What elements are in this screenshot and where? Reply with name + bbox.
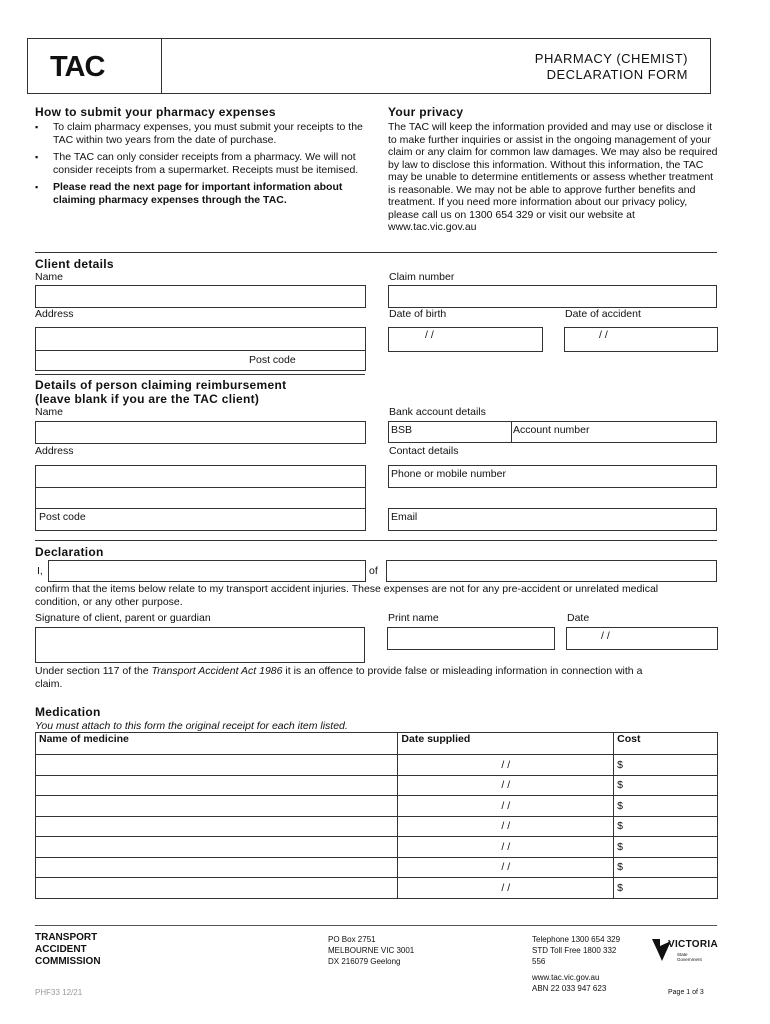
client-name-field[interactable] xyxy=(35,285,366,308)
claimant-heading-line2: (leave blank if you are the TAC client) xyxy=(35,392,260,406)
claim-number-field[interactable] xyxy=(388,285,717,308)
list-item: ▪ The TAC can only consider receipts from a pharmacy. We will not consider receipts from a supermarket. Receipts must be itemised. xyxy=(35,151,365,177)
declaration-address-field[interactable] xyxy=(386,560,717,582)
doa-separators: / / xyxy=(599,329,608,341)
declaration-date-label: Date xyxy=(567,612,590,624)
date-cell[interactable]: / / xyxy=(398,837,614,858)
offence-notice-post: it is an offence to provide false or misleading information in connection with a xyxy=(282,665,643,677)
date-cell[interactable]: / / xyxy=(398,857,614,878)
table-row xyxy=(36,796,718,817)
phone-label: Phone or mobile number xyxy=(391,468,506,480)
medicine-cell[interactable] xyxy=(36,775,398,796)
victoria-logo xyxy=(651,935,716,969)
form-code: PHF33 12/21 xyxy=(35,988,83,997)
offence-notice-act: Transport Accident Act 1986 xyxy=(151,665,283,677)
declaration-name-field[interactable] xyxy=(48,560,366,582)
bank-details-label: Bank account details xyxy=(389,406,486,418)
victoria-sub1: State xyxy=(677,952,688,957)
col-date-header: Date supplied xyxy=(398,733,614,755)
doa-label: Date of accident xyxy=(565,308,641,320)
date-cell[interactable]: / / xyxy=(398,816,614,837)
declaration-of-label: of xyxy=(369,565,378,577)
footer-address-line2: MELBOURNE VIC 3001 xyxy=(328,946,415,955)
victoria-wordmark: VICTORIA xyxy=(668,939,718,950)
medication-note: You must attach to this form the original receipt for each item listed. xyxy=(35,720,348,732)
cost-cell[interactable]: $ xyxy=(614,755,718,776)
claimant-name-label: Name xyxy=(35,406,64,418)
col-cost-header: Cost xyxy=(614,733,718,755)
footer-web: www.tac.vic.gov.au xyxy=(532,973,600,982)
page-number: Page 1 of 3 xyxy=(668,989,704,996)
table-row xyxy=(36,857,718,878)
client-address-line2-field[interactable] xyxy=(35,350,366,371)
claim-number-label: Claim number xyxy=(389,271,455,283)
medicine-cell[interactable] xyxy=(36,837,398,858)
client-address-field[interactable] xyxy=(35,327,366,351)
table-row xyxy=(36,837,718,858)
section-divider xyxy=(35,540,717,541)
victoria-sub2: Government xyxy=(677,957,702,962)
tac-logo: TAC xyxy=(50,51,105,83)
cost-cell[interactable]: $ xyxy=(614,857,718,878)
print-name-field[interactable] xyxy=(387,627,555,650)
offence-notice xyxy=(35,665,642,678)
footer-address-line1: PO Box 2751 xyxy=(328,935,376,944)
cost-cell[interactable]: $ xyxy=(614,878,718,899)
claimant-postcode-label: Post code xyxy=(39,511,86,523)
declaration-confirm-line1: confirm that the items below relate to my transport accident injuries. These expenses are not for any pre-accident or unrelated medical xyxy=(35,583,659,595)
date-cell[interactable]: / / xyxy=(398,755,614,776)
cost-cell[interactable]: $ xyxy=(614,837,718,858)
footer-org-name xyxy=(35,932,101,968)
how-to-list xyxy=(35,121,365,211)
privacy-heading: Your privacy xyxy=(388,105,464,119)
list-item: ▪ To claim pharmacy expenses, you must submit your receipts to the TAC within two years from the date of purchase. xyxy=(35,121,365,147)
declaration-date-separators: / / xyxy=(601,630,610,642)
declaration-i-label: I, xyxy=(37,565,43,577)
declaration-confirm-line2: condition, or any other purpose. xyxy=(35,596,183,608)
date-cell[interactable]: / / xyxy=(398,878,614,899)
claimant-name-field[interactable] xyxy=(35,421,366,444)
cost-cell[interactable]: $ xyxy=(614,816,718,837)
footer-tel-line1: Telephone 1300 654 329 xyxy=(532,935,621,944)
email-field[interactable] xyxy=(388,508,717,531)
dob-label: Date of birth xyxy=(389,308,447,320)
medicine-cell[interactable] xyxy=(36,878,398,899)
footer-org-line1: TRANSPORT xyxy=(35,932,98,943)
offence-notice-pre: Under section 117 of the xyxy=(35,665,152,677)
table-row xyxy=(36,775,718,796)
doa-field[interactable] xyxy=(564,327,718,352)
footer-divider xyxy=(35,925,717,926)
contact-details-label: Contact details xyxy=(389,445,459,457)
medicine-cell[interactable] xyxy=(36,857,398,878)
table-row xyxy=(36,755,718,776)
form-title-line2: DECLARATION FORM xyxy=(546,67,688,82)
how-to-heading: How to submit your pharmacy expenses xyxy=(35,105,276,119)
footer-address xyxy=(328,934,414,967)
dob-separators: / / xyxy=(425,329,434,341)
print-name-label: Print name xyxy=(388,612,439,624)
section-divider xyxy=(35,252,717,253)
footer-org-line3: COMMISSION xyxy=(35,956,101,967)
medicine-cell[interactable] xyxy=(36,755,398,776)
footer-tel-line2: STD Toll Free 1800 332 xyxy=(532,946,617,955)
header-divider xyxy=(161,38,162,94)
list-item: ▪ Please read the next page for important information about claiming pharmacy expenses through the TAC. xyxy=(35,181,365,207)
footer-org-line2: ACCIDENT xyxy=(35,944,87,955)
medicine-cell[interactable] xyxy=(36,796,398,817)
date-cell[interactable]: / / xyxy=(398,775,614,796)
section-divider xyxy=(35,374,365,375)
client-heading: Client details xyxy=(35,257,114,271)
footer-tel-line3: 556 xyxy=(532,957,546,966)
privacy-text: The TAC will keep the information provided and may use or disclose it to make further inquiries or assist in the ongoing management of your claim or any claim for common law damages. We may also be required by law to disclose this information. Without this information, the TAC may be unable to determine entitlements or assess whether treatment is reasonable. We may not be able to approve further benefits and treatment. If you need more information about our privacy policy, please call us on 1300 654 329 or visit our website at www.tac.vic.gov.au xyxy=(388,121,718,233)
dob-field[interactable] xyxy=(388,327,543,352)
footer-abn: ABN 22 033 947 623 xyxy=(532,984,607,993)
header-box xyxy=(27,38,711,94)
account-number-label: Account number xyxy=(513,424,590,436)
client-name-label: Name xyxy=(35,271,64,283)
signature-label: Signature of client, parent or guardian xyxy=(35,612,211,624)
table-row xyxy=(36,816,718,837)
table-row xyxy=(36,878,718,899)
client-postcode-label: Post code xyxy=(249,354,296,366)
date-cell[interactable]: / / xyxy=(398,796,614,817)
medicine-cell[interactable] xyxy=(36,816,398,837)
declaration-date-field[interactable] xyxy=(566,627,718,650)
footer-address-line3: DX 216079 Geelong xyxy=(328,957,401,966)
signature-field[interactable] xyxy=(35,627,365,663)
offence-notice-line2: claim. xyxy=(35,678,63,690)
claimant-address-field[interactable] xyxy=(35,465,366,488)
col-medicine-header: Name of medicine xyxy=(36,733,398,755)
cost-cell[interactable]: $ xyxy=(614,775,718,796)
declaration-heading: Declaration xyxy=(35,545,104,559)
medication-table xyxy=(35,732,718,899)
cost-cell[interactable]: $ xyxy=(614,796,718,817)
footer-contact xyxy=(532,934,620,994)
email-label: Email xyxy=(391,511,418,523)
claimant-address-line2-field[interactable] xyxy=(35,487,366,509)
medication-heading: Medication xyxy=(35,705,101,719)
table-header-row xyxy=(36,733,718,755)
bsb-label: BSB xyxy=(391,424,413,436)
claimant-address-label: Address xyxy=(35,445,74,457)
claimant-heading-line1: Details of person claiming reimbursement xyxy=(35,378,287,392)
form-title-line1: PHARMACY (CHEMIST) xyxy=(534,51,688,66)
client-address-label: Address xyxy=(35,308,74,320)
